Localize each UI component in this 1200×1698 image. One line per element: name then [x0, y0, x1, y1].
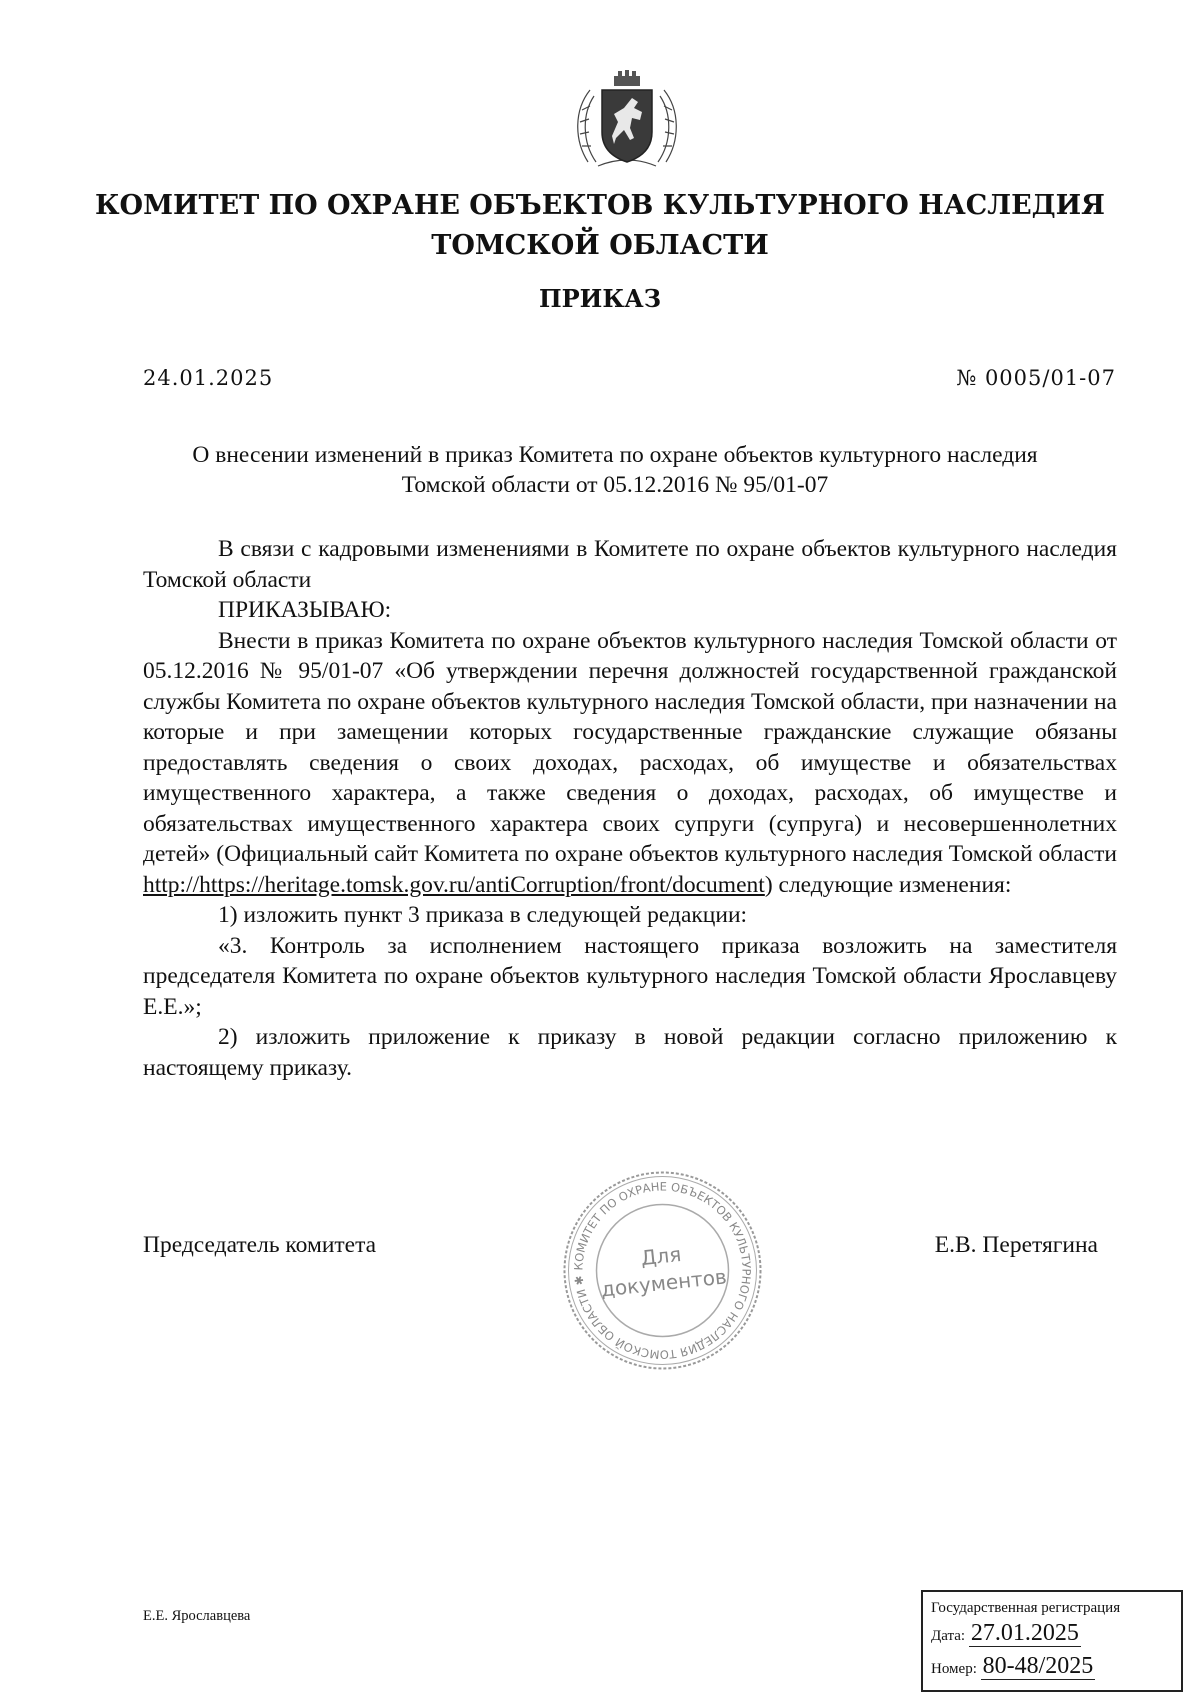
- official-stamp: [560, 1168, 765, 1373]
- stamp-center-line2: документов: [599, 1264, 728, 1302]
- signatory-title: Председатель комитета: [143, 1232, 377, 1258]
- subject-line2: Томской области от 05.12.2016 № 95/01-07: [401, 472, 829, 498]
- registration-number-label: Номер:: [931, 1661, 977, 1677]
- stamp-ring-text: КОМИТЕТ ПО ОХРАНЕ ОБЪЕКТОВ КУЛЬТУРНОГО НАСЛЕДИЯ ТОМСКОЙ ОБЛАСТИ ✱: [571, 1179, 754, 1362]
- organization-name-line2: ТОМСКОЙ ОБЛАСТИ: [431, 230, 769, 261]
- paragraph-reason: В связи с кадровыми изменениями в Комитете по охране объектов культурного наследия Томской области: [143, 536, 1117, 593]
- official-site-link[interactable]: http://https://heritage.tomsk.gov.ru/antiCorruption/front/document: [143, 871, 765, 898]
- signatory-name: Е.В. Перетягина: [934, 1232, 1098, 1258]
- tomsk-coat-of-arms-icon: [568, 70, 686, 174]
- registration-box: [921, 1590, 1183, 1692]
- paragraph-item-1: 1) изложить пункт 3 приказа в следующей редакции:: [218, 902, 748, 928]
- registration-date-label: Дата:: [931, 1628, 966, 1644]
- registration-date-value: 27.01.2025: [970, 1620, 1079, 1646]
- registration-date-row: [931, 1618, 1173, 1651]
- document-body: [143, 534, 1117, 1083]
- document-subject: [120, 440, 1110, 500]
- document-type: ПРИКАЗ: [538, 284, 662, 313]
- executor-name: Е.Е. Ярославцева: [143, 1608, 251, 1624]
- paragraph-order-word: ПРИКАЗЫВАЮ:: [218, 597, 392, 623]
- amendment-text: Внести в приказ Комитета по охране объектов культурного наследия Томской области от 05.12.2016 № 95/01-07 «Об утверждении перечня должностей государственной гражданской службы Комитета по охране объектов культурного наследия Томской области, при назначении на которые и при замещении которых государственные гражданские служащие обязаны предоставлять сведения о своих доходах, расходах, об имуществе и обязательствах имущественного характера, а также сведения о доходах, расходах, об имуществе и обязательствах имущественного характера своих супруги (супруга) и несовершеннолетних детей» (Официальный сайт Комитета по охране объектов культурного наследия Томской области: [143, 627, 1117, 867]
- registration-number-row: [931, 1651, 1173, 1684]
- subject-line1: О внесении изменений в приказ Комитета по охране объектов культурного наследия: [192, 442, 1038, 468]
- organization-name: [0, 186, 1200, 266]
- paragraph-amendment: [143, 626, 1117, 901]
- registration-title: Государственная регистрация: [931, 1600, 1121, 1616]
- paragraph-item-1-text: «3. Контроль за исполнением настоящего приказа возложить на заместителя председателя Комитета по охране объектов культурного наследия Томской области Ярославцеву Е.Е.»;: [143, 932, 1117, 1020]
- registration-number-value: 80-48/2025: [982, 1653, 1094, 1679]
- paragraph-item-2: 2) изложить приложение к приказу в новой редакции согласно приложению к настоящему приказу.: [143, 1024, 1117, 1081]
- stamp-center-line1: Для: [639, 1242, 683, 1271]
- document-date: 24.01.2025: [143, 366, 274, 390]
- amendment-text-end: ) следующие изменения:: [764, 871, 1012, 898]
- organization-name-line1: КОМИТЕТ ПО ОХРАНЕ ОБЪЕКТОВ КУЛЬТУРНОГО НАСЛЕДИЯ: [95, 190, 1105, 221]
- document-number: № 0005/01-07: [956, 366, 1116, 390]
